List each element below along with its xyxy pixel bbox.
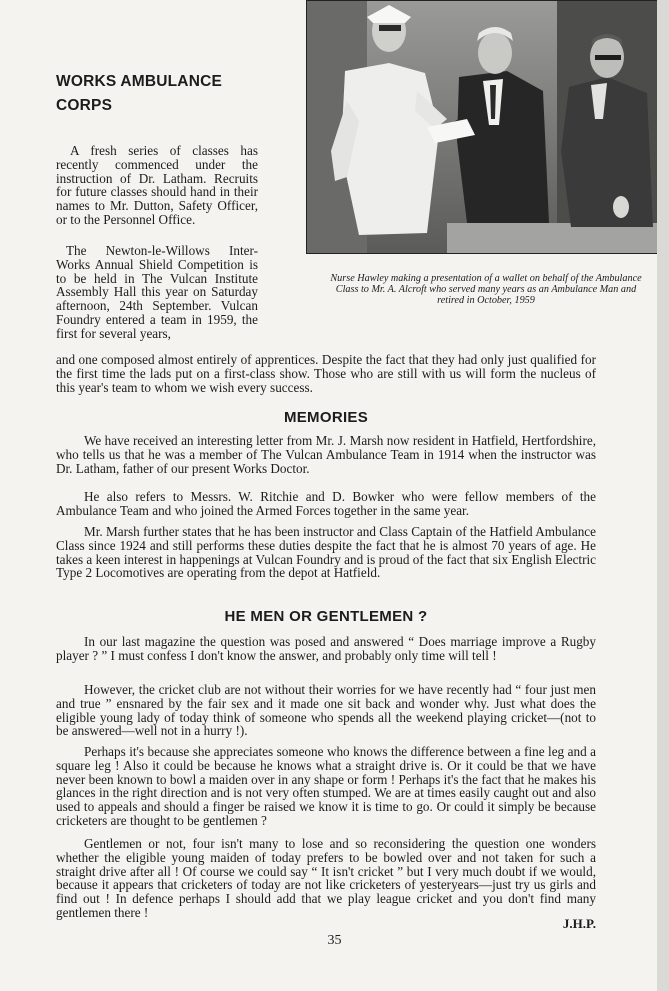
memories-heading: MEMORIES (283, 409, 369, 426)
works-paragraph-2: The Newton-le-Willows Inter-Works Annual Shield Competition is to be held in The Vulcan Institute Assembly Hall this year on Saturday afternoon, 24th September. Vulcan Foundry entered a team in 1959, the first for several years, (56, 243, 258, 341)
works-paragraph-1: A fresh series of classes has recently commenced under the instruction of Dr. Latham. Recruits for future classes should hand in their names to Mr. Dutton, Safety Officer, or to the Personnel Office. (56, 143, 258, 227)
page-number: 35 (327, 933, 342, 948)
memories-paragraph-2: He also refers to Messrs. W. Ritchie and D. Bowker who were fellow members of the Ambulance Team and who joined the Armed Forces together in the same year. (56, 489, 596, 518)
gentlemen-paragraph-4: Gentlemen or not, four isn't many to lose and so reconsidering the question one wonders whether the eligible young maiden of today prefers to be bowled over and not taken for such a straight drive after all ! Of course we could say “ It isn't cricket ” but I very much doubt if we would, because it appears that cricketers of today are not like cricketers of yesteryears—just try us girls and find out ! In defence perhaps I should add that we play league cricket and you don't find many gentlemen there ! (56, 836, 596, 920)
photo-illustration (307, 1, 664, 253)
photo-caption: Nurse Hawley making a presentation of a wallet on behalf of the Ambulance Class to Mr. A. Alcroft who served many years as an Ambulance Man and retired in October, 1959 (330, 273, 642, 307)
gentlemen-paragraph-1: In our last magazine the question was posed and answered “ Does marriage improve a Rugby player ? ” I must confess I don't know the answer, and probably only time will tell ! (56, 634, 596, 663)
gentlemen-heading: HE MEN OR GENTLEMEN ? (224, 608, 428, 625)
presentation-photo (306, 0, 665, 254)
memories-paragraph-3: Mr. Marsh further states that he has been instructor and Class Captain of the Hatfield Ambulance Class since 1924 and still performs these duties despite the fact that he is almost 70 years of age. He takes a keen interest in happenings at Vulcan Foundry and is proud of the fact that six English Electric Type 2 Locomotives are operating from the depot at Hatfield. (56, 524, 596, 581)
works-ambulance-heading: WORKS AMBULANCE CORPS (56, 73, 223, 114)
works-paragraph-3: and one composed almost entirely of apprentices. Despite the fact that they had only just qualified for the first time the lads put on a first-class show. Those who are still with us will form the nucleus of this year's team to whom we wish every success. (56, 352, 596, 395)
author-signature: J.H.P. (562, 916, 596, 931)
gentlemen-paragraph-3: Perhaps it's because she appreciates someone who knows the difference between a fine leg and a square leg ! Also it could be because he knows what a straight drive is. Or it could be that we have never been known to bowl a maiden over in any shape or form ! Perhaps it's the fact that he makes his glances in the right direction and is not very often stumped. We are at times easily caught out and also used to appeals and should a finger be raised we know it is time to go. Or could it simply be because cricketers are thought to be gentlemen ? (56, 744, 596, 828)
memories-paragraph-1: We have received an interesting letter from Mr. J. Marsh now resident in Hatfield, Hertfordshire, who tells us that he was a member of The Vulcan Ambulance Team in 1914 when the instructor was Dr. Latham, father of our present Works Doctor. (56, 433, 596, 476)
gentlemen-paragraph-2: However, the cricket club are not without their worries for we have recently had “ four just men and true ” ensnared by the fair sex and it made one sit back and wonder why. Just what does the eligible young lady of today think of someone who spends all the weekend playing cricket—(not to be answered—well not in a hurry !). (56, 682, 596, 739)
page-edge (657, 0, 669, 991)
